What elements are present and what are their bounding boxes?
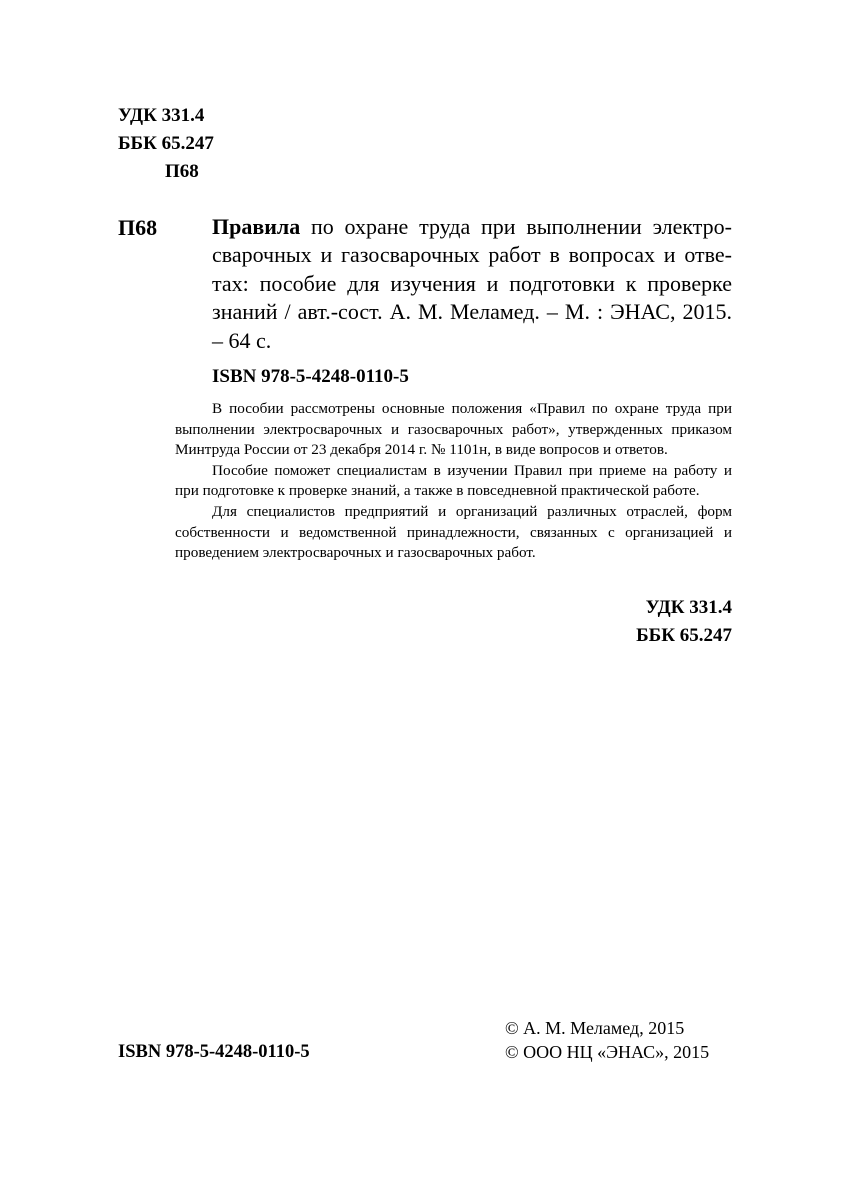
author-mark-entry: П68 [118,215,158,240]
bbk-code-top: ББК 65.247 [118,133,214,154]
bibliographic-entry [212,213,732,355]
udk-code-top: УДК 331.4 [118,105,205,126]
annotation [175,399,732,564]
annotation-paragraph: В пособии рассмотрены основные положения «Правил по охране труда при выполнении электросварочных и газосварочных работ», утвержденных приказом Минтруда России от 23 декабря 2014 г. № 1101н, в виде вопросов и ответов. [175,400,732,459]
book-title: Правила [212,214,301,239]
udk-code-bottom: УДК 331.4 [645,597,732,618]
annotation-paragraph: Для специалистов предприятий и организаций различных отраслей, форм собственности и ведомственной принадлежности, связанных с организацией и проведением электросварочных и газосварочных работ. [175,502,732,562]
isbn-footer: ISBN 978-5-4248-0110-5 [118,1042,310,1062]
bbk-code-bottom: ББК 65.247 [636,625,732,646]
book-description: по охране труда при выполнении электросварочных и газосварочных работ в вопросах и ответах: пособие для изучения и подготовки к проверке знаний / авт.-сост. А. М. Меламед. – М. : ЭНАС, 2015. – 64 с. [212,214,732,353]
copyright-publisher: © ООО НЦ «ЭНАС», 2015 [505,1042,710,1062]
author-mark-top: П68 [165,161,199,182]
isbn-entry: ISBN 978-5-4248-0110-5 [212,366,409,387]
copyright-author: © А. М. Меламед, 2015 [505,1018,685,1038]
annotation-paragraph: Пособие поможет специалистам в изучении Правил при приеме на работу и при подготовке к проверке знаний, а также в повседневной практической работе. [175,461,732,500]
copyright-block [505,1016,709,1064]
